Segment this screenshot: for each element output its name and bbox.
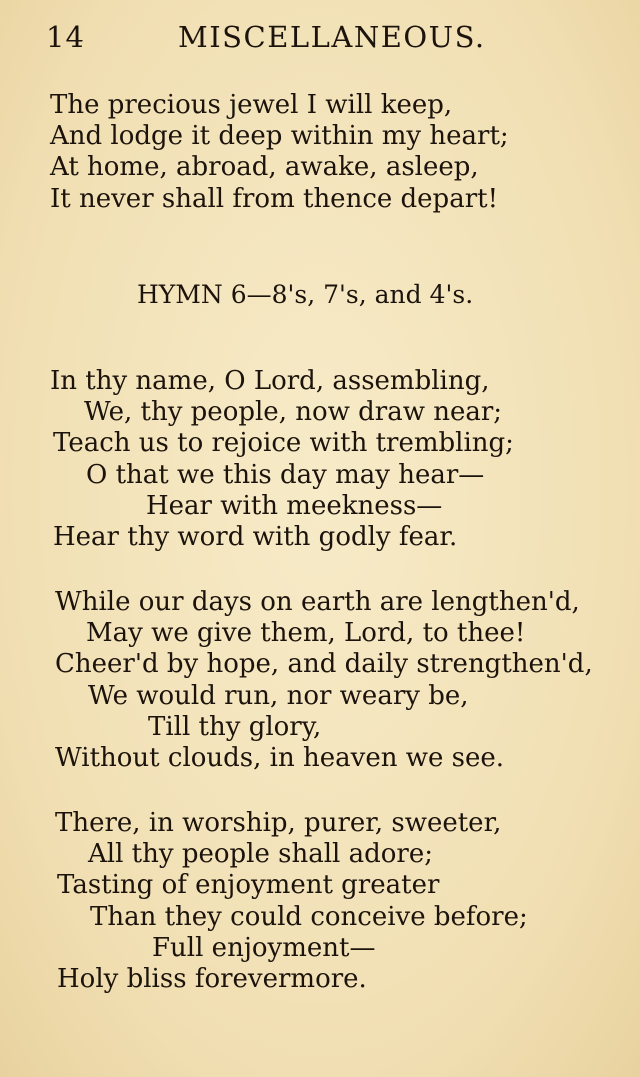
- verse-line: We, thy people, now draw near;: [84, 397, 503, 427]
- verse-line: May we give them, Lord, to thee!: [86, 618, 526, 648]
- verse-line: All thy people shall adore;: [88, 839, 433, 869]
- page-header: [46, 20, 606, 60]
- verse-line: Till thy glory,: [148, 712, 322, 742]
- verse-line: The precious jewel I will keep,: [50, 90, 453, 120]
- verse-line: Holy bliss forevermore.: [57, 964, 367, 994]
- verse-line: Full enjoyment—: [152, 933, 376, 963]
- verse-line: Tasting of enjoyment greater: [57, 870, 440, 900]
- verse-line: Teach us to rejoice with trembling;: [53, 428, 514, 458]
- verse-line: O that we this day may hear—: [86, 460, 485, 490]
- verse-line: Cheer'd by hope, and daily strengthen'd,: [55, 649, 593, 679]
- verse-line: Hear thy word with godly fear.: [53, 522, 458, 552]
- verse-line: Hear with meekness—: [146, 491, 443, 521]
- verse-line: While our days on earth are lengthen'd,: [55, 587, 580, 617]
- verse-line: Than they could conceive before;: [90, 902, 528, 932]
- verse-line: And lodge it deep within my heart;: [50, 121, 509, 151]
- verse-line: In thy name, O Lord, assembling,: [50, 366, 490, 396]
- page-number: 14: [46, 20, 85, 54]
- verse-line: At home, abroad, awake, asleep,: [50, 152, 479, 182]
- verse-line: We would run, nor weary be,: [88, 681, 469, 711]
- verse-line: It never shall from thence depart!: [50, 184, 499, 214]
- hymn-title: HYMN 6—8's, 7's, and 4's.: [137, 280, 474, 309]
- running-head: MISCELLANEOUS.: [178, 20, 486, 54]
- verse-line: Without clouds, in heaven we see.: [55, 743, 505, 773]
- verse-line: There, in worship, purer, sweeter,: [55, 808, 502, 838]
